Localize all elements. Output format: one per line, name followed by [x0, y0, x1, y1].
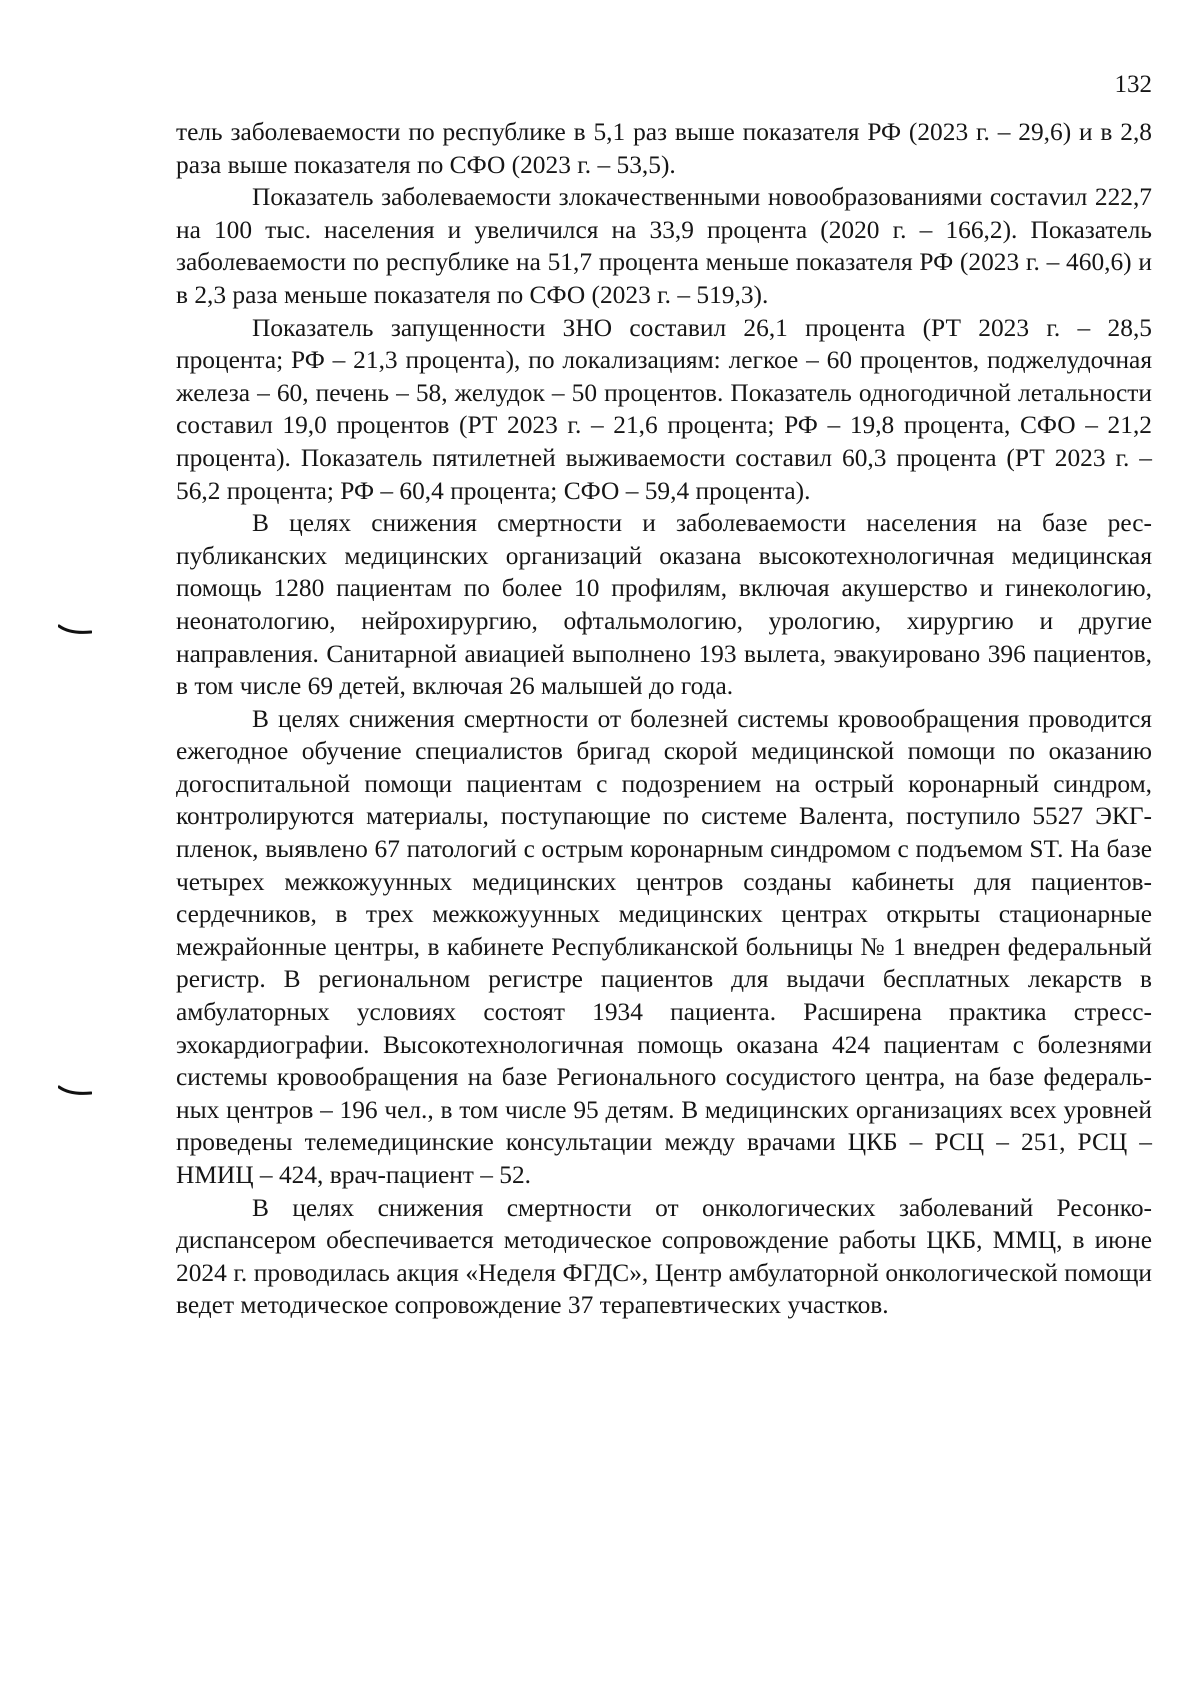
margin-tick-mark-icon — [58, 1085, 92, 1097]
paragraph-circulatory-system-measures: В целях снижения смертности от болезней системы кровообращения проводится ежегодное обучение специалистов бригад скорой медицинской помощи по оказанию догоспитальной помощи пациентам с подозрением на острый коронарный синдром, контролируются материалы, поступающие по системе Валента, поступило 5527 ЭКГ-пленок, выявлено 67 патологий с острым коронарным синдромом с подъемом ST. На базе четырех межкожуунных медицинских центров созданы кабинеты для пациентов-сердечников, в трех межкожуунных медицинских центрах открыты стационарные межрайонные центры, в кабинете Республиканской больницы № 1 внедрен федеральный регистр. В региональном регистре пациентов для выдачи бесплатных лекарств в амбулаторных условиях состоят 1934 пациента. Расширена практика стресс-эхокардиографии. Высокотехнологичная помощь оказана 424 пациентам с болезнями системы кровообращения на базе Регионального сосудистого центра, на базе федеральных центров – 196 чел., в том числе 95 детям. В медицинских организациях всех уровней проведены телемедицинские консультации между врачами ЦКБ – РСЦ – 251, РСЦ – НМИЦ – 424, врач-пациент – 52. — [176, 704, 1152, 1189]
page-number: 132 — [1114, 71, 1152, 98]
document-body — [176, 116, 1152, 1322]
margin-tick-mark-icon — [58, 624, 92, 636]
paragraph-oncology-measures: В целях снижения смертности от онкологических заболеваний Ресонкодиспансером обеспечивается методическое сопровождение работы ЦКБ, ММЦ, в июне 2024 г. проводилась акция «Неделя ФГДС», Центр амбулаторной онкологической помощи ведет методическое сопровождение 37 терапевтических участков. — [176, 1193, 1152, 1320]
paragraph-high-tech-care-and-air-ambulance: В целях снижения смертности и заболеваемости населения на базе республиканских медицинских организаций оказана высокотехнологичная медицинская помощь 1280 пациентам по более 10 профилям, включая акушерство и гинекологию, неонатологию, нейрохирургию, офтальмологию, урологию, хирургию и другие направления. Санитарной авиацией выполнено 193 вылета, эвакуировано 396 пациентов, в том числе 69 детей, включая 26 малышей до года. — [176, 509, 1152, 701]
paragraph-late-stage-and-survival: Показатель запущенности ЗНО составил 26,1 процента (РТ 2023 г. – 28,5 процента; РФ – 21,3 процента), по локализациям: легкое – 60 процентов, поджелудочная железа – 60, печень – 58, желудок – 50 процентов. Показатель одногодичной летальности составил 19,0 процентов (РТ 2023 г. – 21,6 процента; РФ – 19,8 процента, СФО – 21,2 процента). Показатель пятилетней выживаемости составил 60,3 процента (РТ 2023 г. – 56,2 процента; РФ – 60,4 процента; СФО – 59,4 процента). — [176, 313, 1152, 505]
paragraph-malignant-neoplasm-incidence: Показатель заболеваемости злокачественными новообразованиями состаvил 222,7 на 100 тыс. населения и увеличился на 33,9 процента (2020 г. – 166,2). Показатель заболеваемости по республике на 51,7 процента меньше показателя РФ (2023 г. – 460,6) и в 2,3 раза меньше показателя по СФО (2023 г. – 519,3). — [176, 183, 1152, 309]
paragraph-continuation: тель заболеваемости по республике в 5,1 раз выше показателя РФ (2023 г. – 29,6) и в 2,8 раза выше показателя по СФО (2023 г. – 53,5). — [176, 118, 1152, 179]
